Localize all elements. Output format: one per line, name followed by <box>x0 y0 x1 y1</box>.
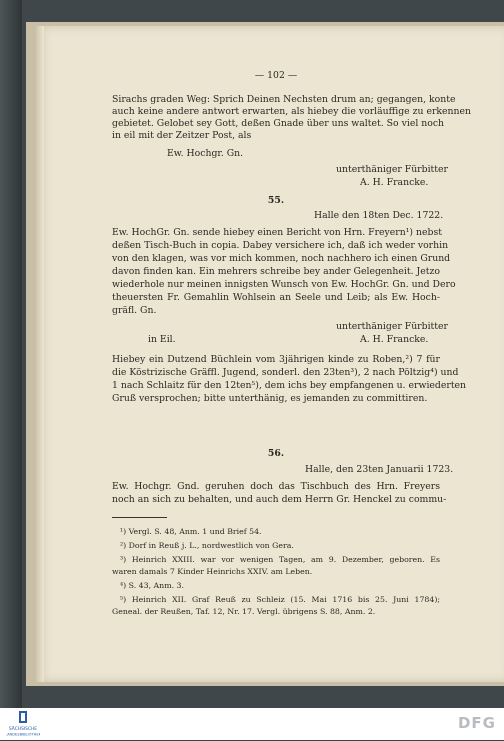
library-logo-icon <box>6 711 40 737</box>
footnote-rule <box>112 517 167 518</box>
footnote: ¹) Vergl. S. 48, Anm. 1 und Brief 54. <box>120 527 262 536</box>
postscript-line: Gruß versprochen; bitte unterthänig, es jemanden zu committiren. <box>112 393 428 404</box>
logo-text-2: LANDESBIBLIOTHEK <box>6 732 40 737</box>
body-line: wiederhole nur meinen innigsten Wunsch von Ew. HochGr. Gn. und Dero <box>112 279 456 290</box>
footnote: ⁵) Heinrich XII. Graf Reuß zu Schleiz (15. Mai 1716 bis 25. Juni 1784); <box>120 595 440 604</box>
signature: A. H. Francke. <box>360 334 429 345</box>
footnote: waren damals 7 Kinder Heinrichs XXIV. am Leben. <box>112 567 313 576</box>
footnote: ²) Dorf in Reuß j. L., nordwestlich von Gera. <box>120 541 294 550</box>
body-line: Ew. Hochgr. Gnd. geruhen doch das Tischbuch des Hrn. Freyers <box>112 481 440 492</box>
body-line: noch an sich zu behalten, und auch dem Herrn Gr. Henckel zu commu- <box>112 494 447 505</box>
footnote: Geneal. der Reußen, Taf. 12, Nr. 17. Vergl. übrigens S. 88, Anm. 2. <box>112 607 376 616</box>
dateline: Halle, den 23ten Januarii 1723. <box>305 464 454 475</box>
signature: A. H. Francke. <box>360 177 429 188</box>
body-line: davon finden kan. Ein mehrers schreibe bey ander Gelegenheit. Jetzo <box>112 266 440 277</box>
body-line: in eil mit der Zeitzer Post, als <box>112 130 252 141</box>
letter-number: 56. <box>267 448 285 459</box>
postscript-line: Hiebey ein Dutzend Büchlein vom 3jährigen kinde zu Roben,²) 7 für <box>112 354 440 365</box>
body-line: gräfl. Gn. <box>112 305 157 316</box>
body-line: theuersten Fr. Gemahlin Wohlsein an Seele und Leib; als Ew. Hoch- <box>112 292 440 303</box>
footnote: ³) Heinrich XXIII. war vor wenigen Tagen, am 9. Dezember, geboren. Es <box>120 555 440 564</box>
footnote: ⁴) S. 43, Anm. 3. <box>120 581 184 590</box>
body-line: von den klagen, was vor mich kommen, noch nachhero ich einen Grund <box>112 253 451 264</box>
logo-text-1: SÄCHSISCHE <box>8 727 38 732</box>
page-number: — 102 — <box>254 70 298 81</box>
closing: unterthäniger Fürbitter <box>336 164 448 175</box>
postscript-line: 1 nach Schlaitz für den 12ten⁵), dem ichs bey empfangenen u. erwiederten <box>112 380 467 391</box>
place: in Eil. <box>148 334 176 345</box>
body-line: Sirachs graden Weg: Sprich Deinen Nechsten drum an; gegangen, konte <box>112 94 456 105</box>
dfg-logo[interactable]: DFG <box>457 714 496 732</box>
body-line: Ew. HochGr. Gn. sende hiebey einen Bericht von Hrn. Freyern¹) nebst <box>112 227 442 238</box>
body-line: deßen Tisch-Buch in copia. Dabey versichere ich, daß ich weder vorhin <box>112 240 449 251</box>
letter-number: 55. <box>267 195 285 206</box>
viewer-footer <box>0 708 504 740</box>
body-line: auch keine andere antwort erwarten, als hiebey die vorläuffige zu erkennen <box>112 106 472 117</box>
body-line: gebietet. Gelobet sey Gott, deßen Gnade über uns waltet. So viel noch <box>112 118 445 129</box>
postscript-line: die Köstrizische Gräffl. Jugend, sonderl. den 23ten³), 2 nach Pöltzig⁴) und <box>112 367 459 378</box>
closing: unterthäniger Fürbitter <box>336 321 448 332</box>
library-logo[interactable] <box>6 711 40 737</box>
dateline: Halle den 18ten Dec. 1722. <box>314 210 444 221</box>
salutation: Ew. Hochgr. Gn. <box>167 148 244 159</box>
